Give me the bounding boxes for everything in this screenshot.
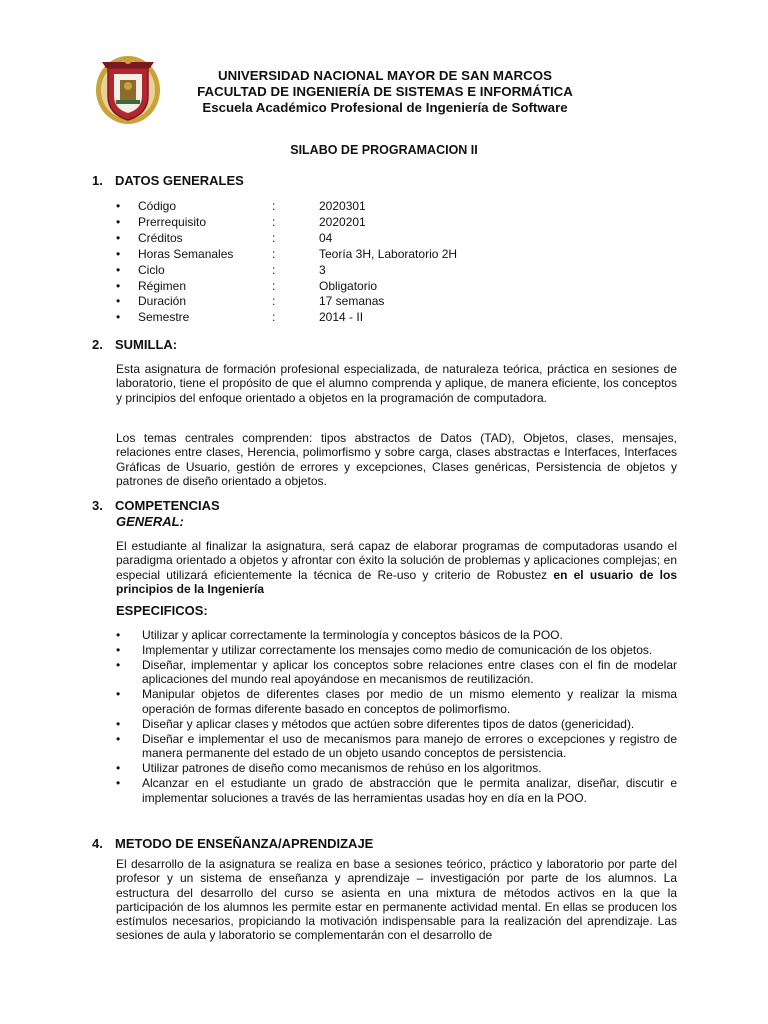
section-title: COMPETENCIAS xyxy=(115,498,220,513)
competencia-general-text xyxy=(116,539,677,596)
especifico-item xyxy=(116,628,677,643)
sumilla-paragraph-1: Esta asignatura de formación profesional especializada, de naturaleza teórica, práctica en sesiones de laboratorio, tiene el propósito de que el alumno comprenda y aplique, de manera eficiente, los conceptos y principios del enfoque orientado a objetos en la programación de computadora. xyxy=(116,362,677,405)
datos-key: Semestre xyxy=(138,310,190,325)
especifico-item xyxy=(116,776,677,806)
especifico-text: Alcanzar en el estudiante un grado de abstracción que le permita analizar, diseñar, discutir e implementar soluciones a través de las herramientas usadas hoy en día en la POO. xyxy=(142,775,677,805)
especificos-list xyxy=(116,628,677,806)
sumilla-paragraph-2: Los temas centrales comprenden: tipos abstractos de Datos (TAD), Objetos, clases, mensajes, relaciones entre clases, Herencia, polimorfismo y sobre carga, clases abstractas e Interfaces, Interfaces Gráficas de Usuario, gestión de errores y excepciones, Clases genéricas, Persistencia de objetos y patrones de diseño orientado a objetos. xyxy=(116,431,677,488)
section-number: 1. xyxy=(92,173,103,188)
datos-value: Obligatorio xyxy=(319,278,378,293)
datos-colon: : xyxy=(272,199,276,213)
bullet-icon: • xyxy=(116,199,121,213)
datos-key: Horas Semanales xyxy=(138,246,234,261)
bullet-icon: • xyxy=(116,262,121,277)
competencia-general-label: GENERAL: xyxy=(116,514,184,529)
datos-key: Ciclo xyxy=(138,262,165,277)
faculty-name: FACULTAD DE INGENIERÍA DE SISTEMAS E INFORMÁTICA xyxy=(197,84,573,99)
section-number: 2. xyxy=(92,337,103,352)
especifico-item xyxy=(116,658,677,688)
general-text-bold: en el usuario de los principios de la Ingeniería xyxy=(116,567,677,596)
datos-value: Teoría 3H, Laboratorio 2H xyxy=(319,246,458,261)
university-crest-icon xyxy=(94,52,162,126)
especifico-text: Utilizar y aplicar correctamente la terminología y conceptos básicos de la POO. xyxy=(142,628,563,642)
bullet-icon: • xyxy=(116,687,121,702)
especifico-text: Diseñar y aplicar clases y métodos que actúen sobre diferentes tipos de datos (genericidad). xyxy=(142,716,635,731)
bullet-icon: • xyxy=(116,716,121,731)
bullet-icon: • xyxy=(116,214,121,229)
bullet-icon: • xyxy=(116,294,121,309)
datos-colon: : xyxy=(272,214,276,229)
bullet-icon: • xyxy=(116,246,121,261)
especifico-item xyxy=(116,687,677,717)
datos-colon: : xyxy=(272,246,276,261)
especifico-text: Diseñar, implementar y aplicar los conceptos sobre relaciones entre clases con el fin de modelar aplicaciones del mundo real apoyándose en mecanismos de reutilización. xyxy=(142,657,677,687)
section-1-heading xyxy=(92,173,244,188)
bullet-icon: • xyxy=(116,230,121,245)
especifico-item xyxy=(116,643,677,658)
section-number: 3. xyxy=(92,498,103,513)
especifico-text: Implementar y utilizar correctamente los mensajes como medio de comunicación de los objetos. xyxy=(142,642,653,657)
section-title: METODO DE ENSEÑANZA/APRENDIZAJE xyxy=(115,836,374,851)
bullet-icon: • xyxy=(116,731,121,746)
datos-value: 04 xyxy=(319,230,333,245)
university-name: UNIVERSIDAD NACIONAL MAYOR DE SAN MARCOS xyxy=(218,68,552,83)
bullet-icon: • xyxy=(116,310,121,325)
especifico-text: Diseñar e implementar el uso de mecanismos para manejo de errores o excepciones y registro de manera permanente del estado de un objeto usando conceptos de persistencia. xyxy=(142,731,677,761)
datos-value: 2014 - II xyxy=(319,310,364,325)
especifico-item xyxy=(116,732,677,762)
datos-value: 3 xyxy=(319,262,326,277)
datos-colon: : xyxy=(272,310,276,325)
datos-key: Créditos xyxy=(138,230,183,245)
section-3-heading xyxy=(92,498,220,513)
especifico-item xyxy=(116,761,677,776)
bullet-icon: • xyxy=(116,761,121,776)
datos-colon: : xyxy=(272,230,276,245)
especificos-label: ESPECIFICOS: xyxy=(116,603,208,618)
datos-value: 2020301 xyxy=(319,199,366,213)
datos-key: Prerrequisito xyxy=(138,214,207,229)
metodo-paragraph: El desarrollo de la asignatura se realiza en base a sesiones teórico, práctico y laboratorio por parte del profesor y un sistema de enseñanza y aprendizaje – investigación por parte de los alumnos. La estructura del desarrollo del curso se asienta en una mixtura de métodos activos en la que la participación de los alumnos les permite estar en permanente actividad mental. En ellas se producen los estímulos necesarios, propiciando la motivación indispensable para la realización del aprendizaje. Las sesiones de aula y laboratorio se complementarán con el desarrollo de xyxy=(116,857,677,943)
especifico-text: Manipular objetos de diferentes clases por medio de un mismo elemento y realizar la misma operación de formas diferente basado en conceptos de polimorfismo. xyxy=(142,687,677,716)
datos-colon: : xyxy=(272,262,276,277)
bullet-icon: • xyxy=(116,657,121,672)
especifico-item xyxy=(116,717,677,732)
section-number: 4. xyxy=(92,836,103,851)
bullet-icon: • xyxy=(116,775,121,790)
school-name: Escuela Académico Profesional de Ingeniería de Software xyxy=(202,100,568,115)
document-title: SILABO DE PROGRAMACION II xyxy=(290,143,478,157)
section-title: SUMILLA: xyxy=(115,337,178,352)
datos-value: 17 semanas xyxy=(319,294,385,309)
datos-key: Código xyxy=(138,199,177,213)
section-4-heading xyxy=(92,836,373,851)
datos-value: 2020201 xyxy=(319,214,366,229)
bullet-icon: • xyxy=(116,628,121,642)
datos-key: Régimen xyxy=(138,278,187,293)
datos-key: Duración xyxy=(138,294,187,309)
section-title: DATOS GENERALES xyxy=(115,173,244,188)
bullet-icon: • xyxy=(116,278,121,293)
general-text: El estudiante al finalizar la asignatura, será capaz de elaborar programas de computadoras usando el paradigma orientado a objetos y afrontar con éxito la solución de problemas y aplicaciones complejas; en especial utilizará eficientemente la técnica de Re-uso y criterio de Robustez xyxy=(116,539,677,582)
datos-colon: : xyxy=(272,278,276,293)
bullet-icon: • xyxy=(116,642,121,657)
especifico-text: Utilizar patrones de diseño como mecanismos de rehúso en los algoritmos. xyxy=(142,761,542,776)
section-2-heading xyxy=(92,337,177,352)
datos-colon: : xyxy=(272,294,276,309)
